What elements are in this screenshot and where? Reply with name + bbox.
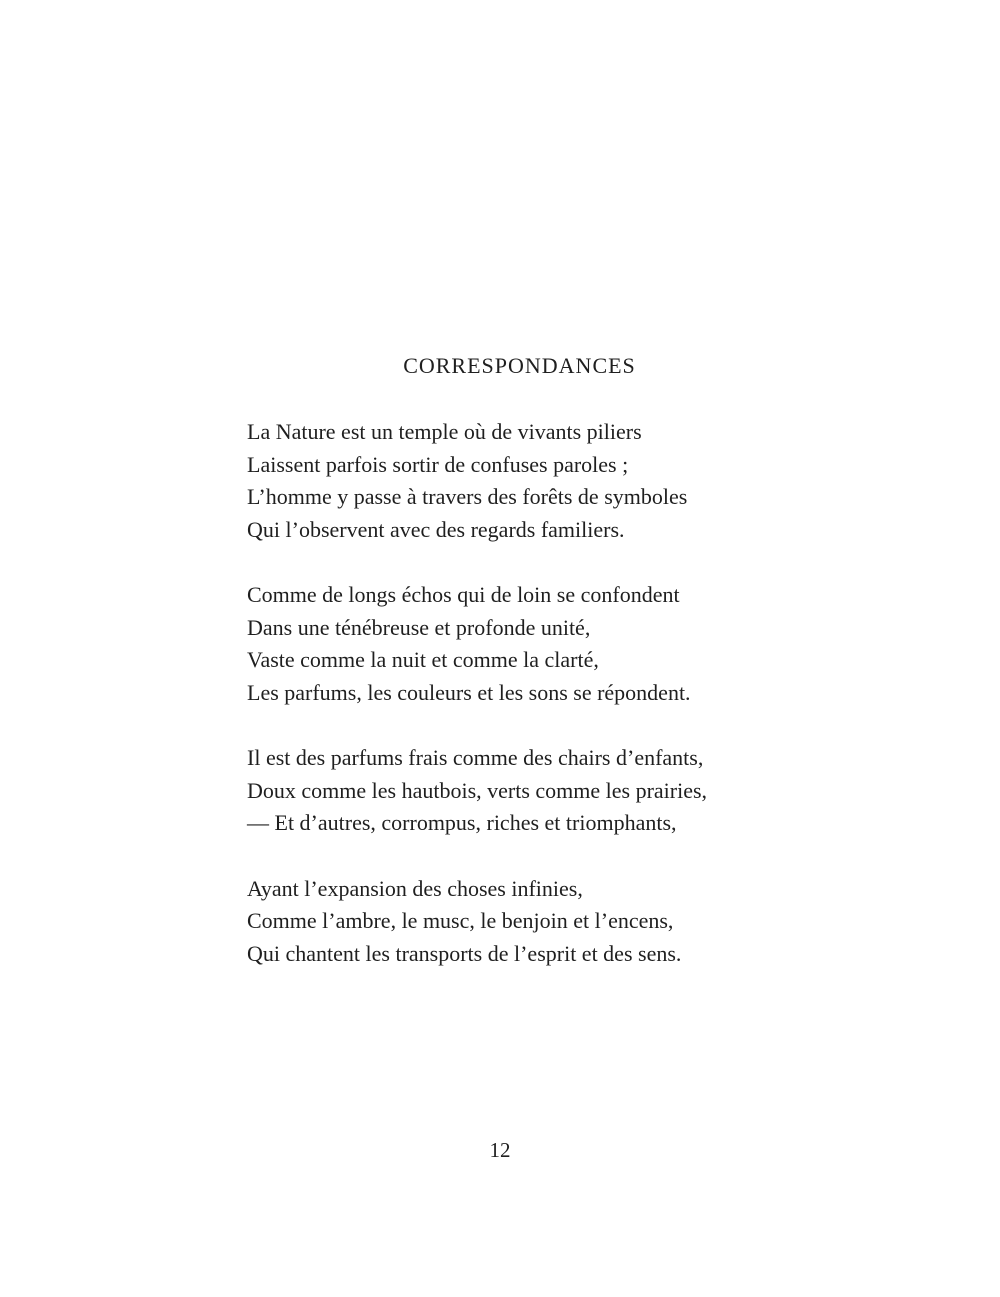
stanza-2 — [247, 579, 792, 709]
poem-line: — Et d’autres, corrompus, riches et triomphants, — [247, 810, 677, 835]
poem-line: Dans une ténébreuse et profonde unité, — [247, 614, 591, 640]
poem-line: Doux comme les hautbois, verts comme les prairies, — [247, 777, 708, 803]
poem-line: Vaste comme la nuit et comme la clarté, — [247, 647, 599, 672]
stanza-1 — [247, 416, 792, 546]
poem-line: Qui chantent les transports de l’esprit et des sens. — [247, 940, 682, 966]
poem-line: L’homme y passe à travers des forêts de symboles — [247, 484, 688, 509]
page-number: 12 — [489, 1138, 511, 1162]
poem-line: Laissent parfois sortir de confuses paroles ; — [247, 451, 629, 477]
poem-line: Qui l’observent avec des regards familiers. — [247, 516, 625, 542]
poem-line: Ayant l’expansion des choses infinies, — [247, 875, 583, 901]
poem-line: Comme l’ambre, le musc, le benjoin et l’encens, — [247, 908, 674, 933]
poem-line: Il est des parfums frais comme des chairs d’enfants, — [247, 745, 704, 770]
poem-line: La Nature est un temple où de vivants piliers — [247, 419, 642, 444]
poem-title: CORRESPONDANCES — [403, 353, 636, 378]
stanza-3 — [247, 742, 792, 840]
poem-line: Comme de longs échos qui de loin se confondent — [247, 582, 680, 607]
poem-line: Les parfums, les couleurs et les sons se répondent. — [247, 679, 691, 705]
poem-block — [247, 350, 792, 970]
stanza-4 — [247, 873, 792, 971]
